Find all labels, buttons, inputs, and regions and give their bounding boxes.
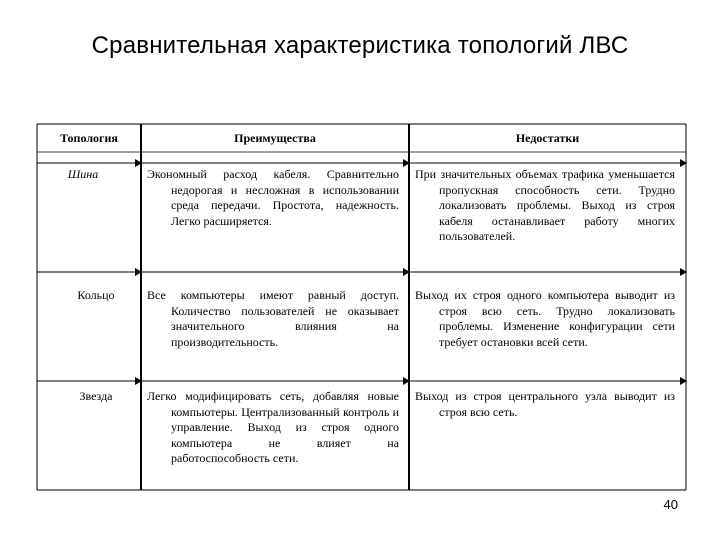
header-disadvantages: Недостатки [515,131,580,145]
page-number: 40 [663,497,678,512]
advantages-bus: Экономный расход кабеля. Сравнительно недорогая и несложная в использовании среда передачи. Простота, надежность. Легко расширяется. [147,167,399,228]
topology-star: Звезда [79,389,113,403]
slide-title: Сравнительная характеристика топологий ЛВС [91,32,629,59]
advantages-ring: Все компьютеры имеют равный доступ. Количество пользователей не оказывает значительного влияния на производительность. [147,288,399,349]
topology-ring: Кольцо [77,288,115,302]
disadvantages-bus: При значительных объемах трафика уменьшается пропускная способность сети. Трудно локализовать проблемы. Выход из строя кабеля останавливает работу многих пользователей. [415,167,675,244]
topology-bus: Шина [67,167,99,181]
header-topology: Топология [60,131,118,145]
disadvantages-star: Выход из строя центрального узла выводит из строя всю сеть. [415,389,675,419]
advantages-star: Легко модифицировать сеть, добавляя новые компьютеры. Централизованный контроль и управление. Выход из строя одного компьютера не влияет на работоспособность сети. [147,389,399,466]
disadvantages-ring: Выход их строя одного компьютера выводит из строя всю сеть. Трудно локализовать проблемы. Изменение конфигурации сети требует остановки всей сети. [415,288,675,349]
header-advantages: Преимущества [234,131,316,145]
